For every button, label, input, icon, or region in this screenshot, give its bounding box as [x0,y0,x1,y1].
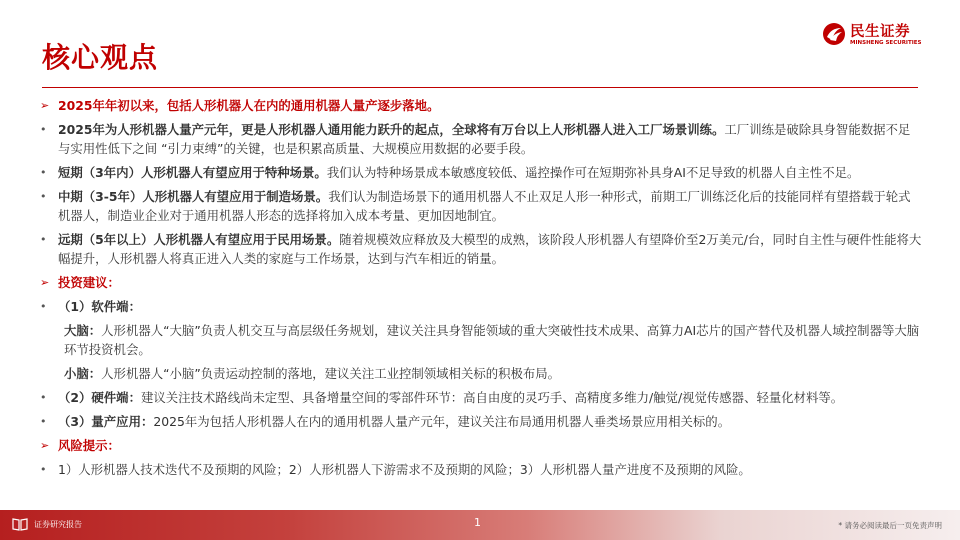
bullet-bold-text: 2025年为人形机器人量产元年，更是人形机器人通用能力跃升的起点，全球将有万台以上人形机器人进入工厂场景训练。 [58,122,725,137]
logo-text-en: MINSHENG SECURITIES [850,40,922,46]
book-icon [12,518,28,531]
section-heading-text: 2025年年初以来，包括人形机器人在内的通用机器人量产逐步落地。 [58,98,440,113]
bullet-text: 我们认为制造场景下的通用机器人不止双足人形一种形式，前期工厂训练泛化后的技能同样有望搭载于轮式机器人，制造业企业对于通用机器人形态的选择将加入成本考量、更加因地制宜。 [58,189,911,223]
bullet-text: 2025年为包括人形机器人在内的通用机器人量产元年，建议关注布局通用机器人垂类场景应用相关标的。 [153,414,731,429]
bullet-dot-icon: • [40,463,47,476]
sub-item-brain [40,321,922,359]
sub-item-label: 大脑： [64,323,102,338]
sub-item-text: 人形机器人“大脑”负责人机交互与高层级任务规划，建议关注具身智能领域的重大突破性技术成果、高算力AI芯片的国产替代及机器人域控制器等大脑环节投资机会。 [64,323,920,357]
footer-disclaimer: * 请务必阅读最后一页免责声明 [838,521,942,530]
bullet-dot-icon: • [40,391,47,404]
bullet-item [40,460,922,479]
sub-item-cerebellum [40,364,922,383]
bullet-text: 1）人形机器人技术迭代不及预期的风险；2）人形机器人下游需求不及预期的风险；3）人形机器人量产进度不及预期的风险。 [58,462,751,477]
logo-text-cn: 民生证券 [850,24,910,40]
bullet-bold-text: （2）硬件端： [58,390,141,405]
bullet-dot-icon: • [40,190,47,203]
bullet-bold-text: 短期（3年内）人形机器人有望应用于特种场景。 [58,165,327,180]
bullet-text: 建议关注技术路线尚未定型、具备增量空间的零部件环节：高自由度的灵巧手、高精度多维力/触觉/视觉传感器、轻量化材料等。 [140,390,844,405]
sub-item-text: 人形机器人“小脑”负责运动控制的落地，建议关注工业控制领域相关标的积极布局。 [101,366,561,381]
footer-report-label: 证券研究报告 [34,520,82,529]
bullet-item [40,187,922,225]
bullet-text: 随着规模效应释放及大模型的成熟，该阶段人形机器人有望降价至2万美元/台，同时自主性与硬件性能将大幅提升，人形机器人将真正进入人类的家庭与工作场景，达到与汽车相近的销量。 [58,232,922,266]
bullet-bold-text: 远期（5年以上）人形机器人有望应用于民用场景。 [58,232,340,247]
bullet-item [40,412,922,431]
section-heading-mass-production [40,96,922,115]
brand-logo [822,20,928,52]
bullet-dot-icon: • [40,166,47,179]
minsheng-logo-icon [822,22,846,46]
key-points-body [40,96,922,484]
section-heading-investment [40,273,922,292]
page-number: 1 [474,516,481,529]
bullet-item [40,230,922,268]
bullet-item [40,120,922,158]
section-heading-risk [40,436,922,455]
bullet-text: 我们认为特种场景成本敏感度较低、遥控操作可在短期弥补具身AI不足导致的机器人自主性不足。 [326,165,860,180]
bullet-item [40,388,922,407]
bullet-bold-text: （3）量产应用： [58,414,154,429]
bullet-item [40,297,922,316]
footer-bar [0,510,960,540]
bullet-dot-icon: • [40,300,47,313]
page-title: 核心观点 [42,41,159,74]
bullet-dot-icon: • [40,415,47,428]
arrow-bullet-icon: ➢ [40,99,50,112]
bullet-dot-icon: • [40,233,47,246]
section-heading-text: 风险提示： [58,438,120,453]
bullet-dot-icon: • [40,123,47,136]
section-heading-text: 投资建议： [58,275,120,290]
bullet-bold-text: （1）软件端： [58,299,141,314]
arrow-bullet-icon: ➢ [40,276,50,289]
bullet-bold-text: 中期（3-5年）人形机器人有望应用于制造场景。 [58,189,329,204]
bullet-text: 工厂训练是破除具身智能数据不足与实用性低下之间 “引力束缚”的关键，也是积累高质量、大规模应用数据的必要手段。 [58,122,911,156]
bullet-item [40,163,922,182]
title-divider [42,87,918,88]
arrow-bullet-icon: ➢ [40,439,50,452]
sub-item-label: 小脑： [64,366,102,381]
